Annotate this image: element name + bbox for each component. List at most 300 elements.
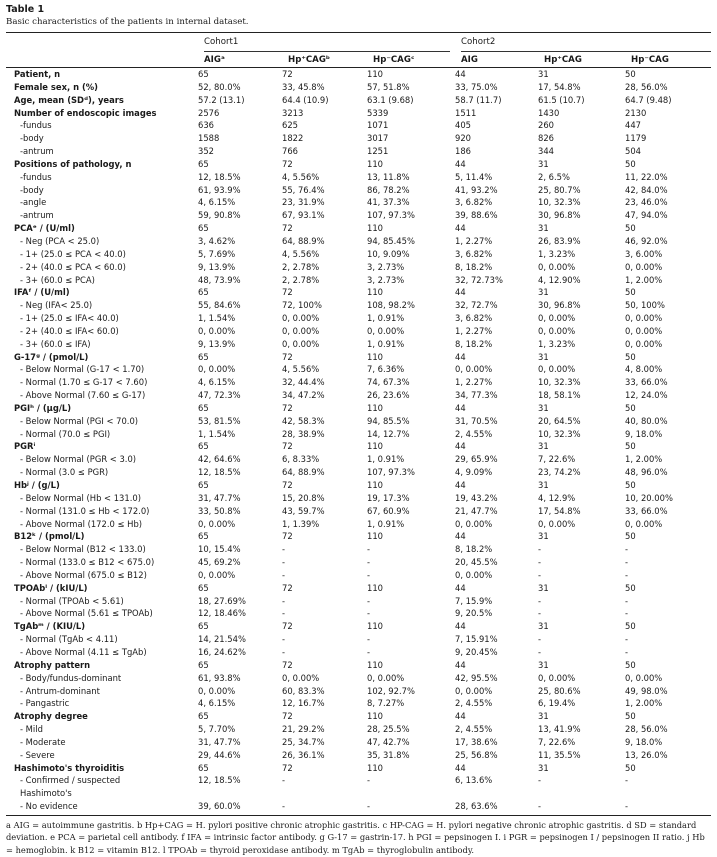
table-cell: 31 bbox=[538, 582, 549, 593]
table-cell: 74, 67.3% bbox=[367, 377, 410, 388]
table-cell: 50 bbox=[625, 158, 636, 169]
table-cell: 72 bbox=[282, 582, 293, 593]
table-cell: 1588 bbox=[198, 133, 220, 144]
table-cell: 3213 bbox=[282, 107, 304, 118]
table-cell: 47, 42.7% bbox=[367, 736, 410, 747]
row-label: - Moderate bbox=[20, 736, 66, 747]
table-cell: - bbox=[625, 557, 629, 568]
table-row bbox=[6, 94, 711, 107]
table-cell: - bbox=[538, 608, 542, 619]
table-cell: 0, 0.00% bbox=[282, 325, 320, 336]
table-cell: 44 bbox=[455, 351, 466, 362]
table-cell: 10, 32.3% bbox=[538, 197, 581, 208]
table-cell: 25, 80.7% bbox=[538, 184, 581, 195]
table-cell: 31 bbox=[538, 621, 549, 632]
row-label: - Normal (TPOAb < 5.61) bbox=[20, 595, 124, 606]
cohort2-heading: Cohort2 bbox=[461, 37, 496, 47]
table-cell: 58.7 (11.7) bbox=[455, 94, 502, 105]
table-cell: 72 bbox=[282, 402, 293, 413]
row-label: -fundus bbox=[20, 171, 52, 182]
table-cell: 50 bbox=[625, 711, 636, 722]
table-cell: 7, 22.6% bbox=[538, 736, 576, 747]
table-cell: 28, 56.0% bbox=[625, 81, 668, 92]
table-cell: 39, 60.0% bbox=[198, 801, 241, 812]
table-cell: 1, 1.54% bbox=[198, 428, 236, 439]
table-cell: 28, 63.6% bbox=[455, 801, 498, 812]
table-cell: 39, 88.6% bbox=[455, 210, 498, 221]
table-cell: 0, 0.00% bbox=[198, 569, 236, 580]
table-cell bbox=[625, 787, 711, 800]
table-cell: 110 bbox=[367, 621, 383, 632]
table-cell: 72, 100% bbox=[282, 300, 322, 311]
row-label: - Body/fundus-dominant bbox=[20, 672, 122, 683]
table-row bbox=[6, 492, 711, 505]
table-cell: 72 bbox=[282, 351, 293, 362]
table-cell: 55, 84.6% bbox=[198, 300, 241, 311]
table-cell: 65 bbox=[198, 480, 209, 490]
table-row bbox=[6, 607, 711, 620]
table-cell: 31 bbox=[538, 531, 549, 542]
table-cell: 2, 2.78% bbox=[282, 261, 320, 272]
row-label: - Normal (131.0 ≤ Hb < 172.0) bbox=[20, 505, 150, 516]
table-cell: 86, 78.2% bbox=[367, 184, 410, 195]
row-label: - Above Normal (5.61 ≤ TPOAb) bbox=[20, 608, 153, 619]
row-label: PGRⁱ bbox=[14, 441, 36, 452]
table-row bbox=[6, 736, 711, 749]
row-label: G-17ᵍ / (pmol/L) bbox=[14, 351, 89, 362]
table-cell: 110 bbox=[367, 711, 383, 722]
table-cell: 0, 0.00% bbox=[625, 518, 663, 529]
table-cell: 31, 47.7% bbox=[198, 492, 241, 503]
data-table bbox=[6, 68, 711, 813]
table-cell: 0, 0.00% bbox=[198, 518, 236, 529]
table-cell: 50 bbox=[625, 441, 636, 452]
table-cell: 72 bbox=[282, 762, 293, 773]
table-row bbox=[6, 351, 711, 364]
table-cell: 23, 31.9% bbox=[282, 197, 325, 208]
row-label: Atrophy pattern bbox=[14, 659, 91, 670]
table-cell: 3, 4.62% bbox=[198, 235, 236, 246]
table-row bbox=[6, 556, 711, 569]
table-cell: 0, 0.00% bbox=[538, 364, 576, 375]
table-cell: 44 bbox=[455, 69, 466, 79]
table-cell: 110 bbox=[367, 762, 383, 773]
table-cell: 7, 22.6% bbox=[538, 454, 576, 465]
row-label: - Normal (TgAb < 4.11) bbox=[20, 634, 118, 645]
table-footnote: a AIG = autoimmune gastritis. b Hp+CAG = H. pylori positive chronic atrophic gastritis. c HP-CAG = H. pylori negative chronic atrophic gastritis. d SD = standard deviation. e PCA = parietal cell antibody. f IFA = intrinsic factor antibody. g G-17 = gastrin-17. h PGI = pepsinogen I. i PGR = pepsinogen I / pepsinogen II ratio. j Hb = hemoglobin. k B12 = vitamin B12. l TPOAb = thyroid peroxidase antibody. m TgAb = thyroglobulin antibody. bbox=[6, 815, 711, 856]
table-cell: 25, 34.7% bbox=[282, 736, 325, 747]
table-row bbox=[6, 672, 711, 685]
table-cell: 33, 66.0% bbox=[625, 377, 668, 388]
table-cell: - bbox=[625, 608, 629, 619]
table-cell: 20, 45.5% bbox=[455, 557, 498, 568]
table-cell: - bbox=[625, 801, 629, 812]
table-cell: 42, 58.3% bbox=[282, 415, 325, 426]
table-cell: 3, 2.73% bbox=[367, 274, 405, 285]
table-cell: 31 bbox=[538, 158, 549, 169]
table-cell: 0, 0.00% bbox=[625, 261, 663, 272]
table-cell: 61, 93.9% bbox=[198, 184, 241, 195]
table-cell: 72 bbox=[282, 711, 293, 722]
table-cell: 2, 4.55% bbox=[455, 698, 493, 709]
table-row bbox=[6, 518, 711, 531]
table-cell: 28, 56.0% bbox=[625, 724, 668, 735]
table-cell: 110 bbox=[367, 287, 383, 298]
table-cell: 26, 23.6% bbox=[367, 390, 410, 401]
table-cell: 1, 0.91% bbox=[367, 518, 405, 529]
table-cell: 50 bbox=[625, 287, 636, 298]
row-label: Age, mean (SDᵈ), years bbox=[14, 94, 124, 105]
table-cell: 52, 80.0% bbox=[198, 81, 241, 92]
table-cell: - bbox=[538, 557, 542, 568]
table-cell: 4, 5.56% bbox=[282, 248, 320, 259]
table-cell: 57.2 (13.1) bbox=[198, 94, 245, 105]
table-cell: 10, 32.3% bbox=[538, 428, 581, 439]
table-cell: 10, 20.00% bbox=[625, 492, 673, 503]
table-row bbox=[6, 196, 711, 209]
col-header-hpneg-1: Hp⁻CAGᶜ bbox=[373, 55, 415, 65]
table-cell: 31 bbox=[538, 711, 549, 722]
table-row bbox=[6, 119, 711, 132]
table-cell: 17, 38.6% bbox=[455, 736, 498, 747]
table-cell: 44 bbox=[455, 531, 466, 542]
row-label: - 3+ (60.0 ≤ PCA) bbox=[20, 274, 95, 285]
table-cell: 0, 0.00% bbox=[455, 364, 493, 375]
table-cell: 50 bbox=[625, 402, 636, 413]
table-cell: 1, 0.91% bbox=[367, 338, 405, 349]
table-cell: 2, 6.5% bbox=[538, 171, 570, 182]
table-cell: 0, 0.00% bbox=[282, 313, 320, 324]
table-cell: 33, 50.8% bbox=[198, 505, 241, 516]
table-cell: 28, 38.9% bbox=[282, 428, 325, 439]
table-cell: 3, 6.82% bbox=[455, 313, 493, 324]
table-cell: 65 bbox=[198, 659, 209, 670]
table-cell: 43, 59.7% bbox=[282, 505, 325, 516]
table-cell: 405 bbox=[455, 120, 471, 131]
table-cell: 6, 13.6% bbox=[455, 775, 493, 786]
table-cell: 72 bbox=[282, 621, 293, 632]
row-label: - 3+ (60.0 ≤ IFA) bbox=[20, 338, 91, 349]
table-cell: 50 bbox=[625, 69, 636, 79]
table-cell: 12, 18.5% bbox=[198, 775, 241, 786]
table-cell: 17, 54.8% bbox=[538, 505, 581, 516]
table-cell: - bbox=[625, 634, 629, 645]
table-cell: 15, 20.8% bbox=[282, 492, 325, 503]
table-cell: - bbox=[538, 569, 542, 580]
table-cell: 0, 0.00% bbox=[538, 325, 576, 336]
table-cell: 3017 bbox=[367, 133, 389, 144]
table-cell: 9, 13.9% bbox=[198, 261, 236, 272]
table-cell: 31 bbox=[538, 441, 549, 452]
row-label: - Above Normal (172.0 ≤ Hb) bbox=[20, 518, 143, 529]
table-cell: 29, 44.6% bbox=[198, 749, 241, 760]
table-cell: - bbox=[367, 775, 371, 786]
table-cell: 102, 92.7% bbox=[367, 685, 415, 696]
table-cell: 26, 83.9% bbox=[538, 235, 581, 246]
table-row bbox=[6, 248, 711, 261]
table-cell: 1, 2.00% bbox=[625, 274, 663, 285]
table-cell: - bbox=[367, 595, 371, 606]
table-label: Table 1 bbox=[6, 4, 45, 15]
table-cell: 64.7 (9.48) bbox=[625, 94, 672, 105]
table-row bbox=[6, 800, 711, 813]
table-cell: 4, 6.15% bbox=[198, 377, 236, 388]
table-cell: 7, 15.91% bbox=[455, 634, 498, 645]
table-cell: - bbox=[367, 634, 371, 645]
table-cell: - bbox=[282, 557, 286, 568]
table-cell: - bbox=[367, 801, 371, 812]
table-cell: 5, 7.70% bbox=[198, 724, 236, 735]
table-cell: - bbox=[538, 646, 542, 657]
table-row bbox=[6, 620, 711, 633]
table-cell: 260 bbox=[538, 120, 554, 131]
table-cell: 447 bbox=[625, 120, 641, 131]
table-row bbox=[6, 749, 711, 762]
table-cell: 11, 22.0% bbox=[625, 171, 668, 182]
table-cell: - bbox=[282, 569, 286, 580]
table-row bbox=[6, 171, 711, 184]
table-cell: 50 bbox=[625, 659, 636, 670]
table-row bbox=[6, 286, 711, 299]
table-cell: 4, 5.56% bbox=[282, 171, 320, 182]
table-cell: 504 bbox=[625, 146, 641, 157]
row-label: Patient, n bbox=[14, 69, 61, 79]
table-cell: 64, 88.9% bbox=[282, 467, 325, 478]
row-label: - Below Normal (Hb < 131.0) bbox=[20, 492, 141, 503]
row-label: Female sex, n (%) bbox=[14, 81, 98, 92]
table-row bbox=[6, 107, 711, 120]
table-cell: 72 bbox=[282, 531, 293, 542]
table-cell: 28, 25.5% bbox=[367, 724, 410, 735]
table-cell: - bbox=[538, 544, 542, 555]
table-row bbox=[6, 710, 711, 723]
table-cell: 186 bbox=[455, 146, 471, 157]
row-label: - Confirmed / suspected bbox=[20, 775, 121, 786]
table-cell: 31 bbox=[538, 287, 549, 298]
table-cell: 72 bbox=[282, 480, 293, 490]
table-row bbox=[6, 338, 711, 351]
table-cell: 61.5 (10.7) bbox=[538, 94, 585, 105]
row-label: - Below Normal (PGI < 70.0) bbox=[20, 415, 139, 426]
table-cell: 44 bbox=[455, 480, 466, 490]
table-cell: 32, 72.7% bbox=[455, 300, 498, 311]
table-cell: 2, 2.78% bbox=[282, 274, 320, 285]
table-row bbox=[6, 68, 711, 81]
table-row bbox=[6, 633, 711, 646]
table-cell: 12, 18.5% bbox=[198, 467, 241, 478]
table-cell: 44 bbox=[455, 582, 466, 593]
table-cell: 23, 74.2% bbox=[538, 467, 581, 478]
table-cell: 1179 bbox=[625, 133, 647, 144]
row-label: Atrophy degree bbox=[14, 711, 88, 722]
table-cell: 61, 93.8% bbox=[198, 672, 241, 683]
row-label: - Neg (IFA< 25.0) bbox=[20, 300, 93, 311]
table-cell: - bbox=[367, 569, 371, 580]
row-label: B12ᵏ / (pmol/L) bbox=[14, 531, 85, 542]
table-cell: 23, 46.0% bbox=[625, 197, 668, 208]
table-cell: 0, 0.00% bbox=[198, 685, 236, 696]
table-row bbox=[6, 582, 711, 595]
table-cell: 44 bbox=[455, 659, 466, 670]
table-body bbox=[6, 68, 711, 813]
row-label: - Normal (3.0 ≤ PGR) bbox=[20, 467, 109, 478]
table-cell bbox=[367, 787, 455, 800]
row-label: - Normal (70.0 ≤ PGI) bbox=[20, 428, 111, 439]
table-cell: 12, 18.5% bbox=[198, 171, 241, 182]
table-cell: 14, 21.54% bbox=[198, 634, 246, 645]
table-cell: 0, 0.00% bbox=[625, 672, 663, 683]
table-cell: 65 bbox=[198, 223, 209, 234]
table-row bbox=[6, 363, 711, 376]
table-cell: - bbox=[282, 595, 286, 606]
table-caption: Basic characteristics of the patients in internal dataset. bbox=[6, 17, 249, 27]
table-row bbox=[6, 235, 711, 248]
table-cell: 7, 6.36% bbox=[367, 364, 405, 375]
table-cell: 7, 15.9% bbox=[455, 595, 493, 606]
table-cell: 19, 17.3% bbox=[367, 492, 410, 503]
row-label: - Pangastric bbox=[20, 698, 70, 709]
table-cell: 50 bbox=[625, 582, 636, 593]
table-cell: 31 bbox=[538, 351, 549, 362]
table-cell: 8, 18.2% bbox=[455, 261, 493, 272]
table-cell: 8, 18.2% bbox=[455, 544, 493, 555]
table-cell: 4, 6.15% bbox=[198, 698, 236, 709]
table-row bbox=[6, 145, 711, 158]
row-label: - Neg (PCA < 25.0) bbox=[20, 235, 100, 246]
table-cell: - bbox=[367, 646, 371, 657]
row-label: - Mild bbox=[20, 724, 43, 735]
table-cell: 5, 7.69% bbox=[198, 248, 236, 259]
table-cell: 1, 2.27% bbox=[455, 325, 493, 336]
table-cell: 41, 93.2% bbox=[455, 184, 498, 195]
table-cell: 3, 2.73% bbox=[367, 261, 405, 272]
table-cell bbox=[455, 787, 538, 800]
table-cell: 65 bbox=[198, 621, 209, 632]
table-cell: 32, 44.4% bbox=[282, 377, 325, 388]
table-cell: 65 bbox=[198, 531, 209, 542]
row-label: - Above Normal (4.11 ≤ TgAb) bbox=[20, 646, 147, 657]
table-cell: 48, 73.9% bbox=[198, 274, 241, 285]
table-cell: 53, 81.5% bbox=[198, 415, 241, 426]
table-cell: 25, 56.8% bbox=[455, 749, 498, 760]
table-cell: - bbox=[282, 608, 286, 619]
table-row bbox=[6, 274, 711, 287]
table-cell: 4, 9.09% bbox=[455, 467, 493, 478]
col-header-aig-1: AIGᵃ bbox=[204, 55, 225, 65]
table-cell: 14, 12.7% bbox=[367, 428, 410, 439]
table-cell: 65 bbox=[198, 351, 209, 362]
table-cell: 0, 0.00% bbox=[625, 338, 663, 349]
table-cell: 0, 0.00% bbox=[455, 685, 493, 696]
table-cell: 0, 0.00% bbox=[282, 672, 320, 683]
table-cell: 35, 31.8% bbox=[367, 749, 410, 760]
table-cell: 2576 bbox=[198, 107, 220, 118]
table-cell: 50 bbox=[625, 223, 636, 234]
table-cell: 17, 54.8% bbox=[538, 81, 581, 92]
table-cell: 18, 27.69% bbox=[198, 595, 246, 606]
table-cell: 32, 72.73% bbox=[455, 274, 503, 285]
table-cell: - bbox=[538, 801, 542, 812]
cohort2-underline bbox=[461, 51, 711, 52]
table-cell: 11, 35.5% bbox=[538, 749, 581, 760]
row-label: PCAᵉ / (U/ml) bbox=[14, 223, 75, 234]
row-label: -fundus bbox=[20, 120, 52, 131]
table-cell: - bbox=[367, 544, 371, 555]
table-cell: 6, 8.33% bbox=[282, 454, 320, 465]
table-cell: 25, 80.6% bbox=[538, 685, 581, 696]
table-cell: - bbox=[625, 569, 629, 580]
table-cell: 72 bbox=[282, 287, 293, 298]
table-cell: 44 bbox=[455, 711, 466, 722]
row-label: -body bbox=[20, 133, 44, 144]
table-cell: 10, 9.09% bbox=[367, 248, 410, 259]
table-cell: 44 bbox=[455, 402, 466, 413]
table-cell: 110 bbox=[367, 402, 383, 413]
table-cell: 10, 32.3% bbox=[538, 377, 581, 388]
table-row bbox=[6, 184, 711, 197]
table-cell: - bbox=[282, 544, 286, 555]
row-label: - Antrum-dominant bbox=[20, 685, 100, 696]
table-cell: 4, 6.15% bbox=[198, 197, 236, 208]
col-header-hppos-1: Hp⁺CAGᵇ bbox=[288, 55, 331, 65]
table-row bbox=[6, 299, 711, 312]
table-cell: 0, 0.00% bbox=[367, 672, 405, 683]
table-cell: 8, 18.2% bbox=[455, 338, 493, 349]
table-cell: 4, 12.9% bbox=[538, 492, 576, 503]
table-cell: 44 bbox=[455, 223, 466, 234]
table-cell: 1, 2.00% bbox=[625, 698, 663, 709]
row-label: - Severe bbox=[20, 749, 55, 760]
table-cell: 31, 70.5% bbox=[455, 415, 498, 426]
table-cell: 50 bbox=[625, 621, 636, 632]
table-cell: 50 bbox=[625, 531, 636, 542]
table-row bbox=[6, 543, 711, 556]
table-cell: 65 bbox=[198, 762, 209, 773]
row-label: -body bbox=[20, 184, 44, 195]
table-cell: 41, 37.3% bbox=[367, 197, 410, 208]
table-row bbox=[6, 723, 711, 736]
table-cell: - bbox=[538, 775, 542, 786]
table-cell: 65 bbox=[198, 158, 209, 169]
table-cell: 65 bbox=[198, 711, 209, 722]
table-cell: - bbox=[625, 595, 629, 606]
table-cell: 48, 96.0% bbox=[625, 467, 668, 478]
row-label: - 1+ (25.0 ≤ PCA < 40.0) bbox=[20, 248, 126, 259]
table-cell: 1, 2.27% bbox=[455, 377, 493, 388]
table-cell: - bbox=[367, 557, 371, 568]
table-cell: 10, 15.4% bbox=[198, 544, 241, 555]
table-row bbox=[6, 595, 711, 608]
table-cell: 110 bbox=[367, 582, 383, 593]
table-cell: - bbox=[282, 634, 286, 645]
row-label: -angle bbox=[20, 197, 47, 208]
table-cell bbox=[198, 787, 282, 800]
table-cell: - bbox=[625, 646, 629, 657]
table-cell: 8, 7.27% bbox=[367, 698, 405, 709]
table-cell: 0, 0.00% bbox=[198, 325, 236, 336]
table-cell: 44 bbox=[455, 441, 466, 452]
table-cell: 13, 26.0% bbox=[625, 749, 668, 760]
table-cell: 625 bbox=[282, 120, 298, 131]
table-cell: 65 bbox=[198, 582, 209, 593]
table-cell: 826 bbox=[538, 133, 554, 144]
table-cell: 59, 90.8% bbox=[198, 210, 241, 221]
table-cell: 65 bbox=[198, 402, 209, 413]
table-cell: 110 bbox=[367, 441, 383, 452]
table-cell: 0, 0.00% bbox=[198, 364, 236, 375]
table-cell: 0, 0.00% bbox=[455, 569, 493, 580]
table-row bbox=[6, 659, 711, 672]
